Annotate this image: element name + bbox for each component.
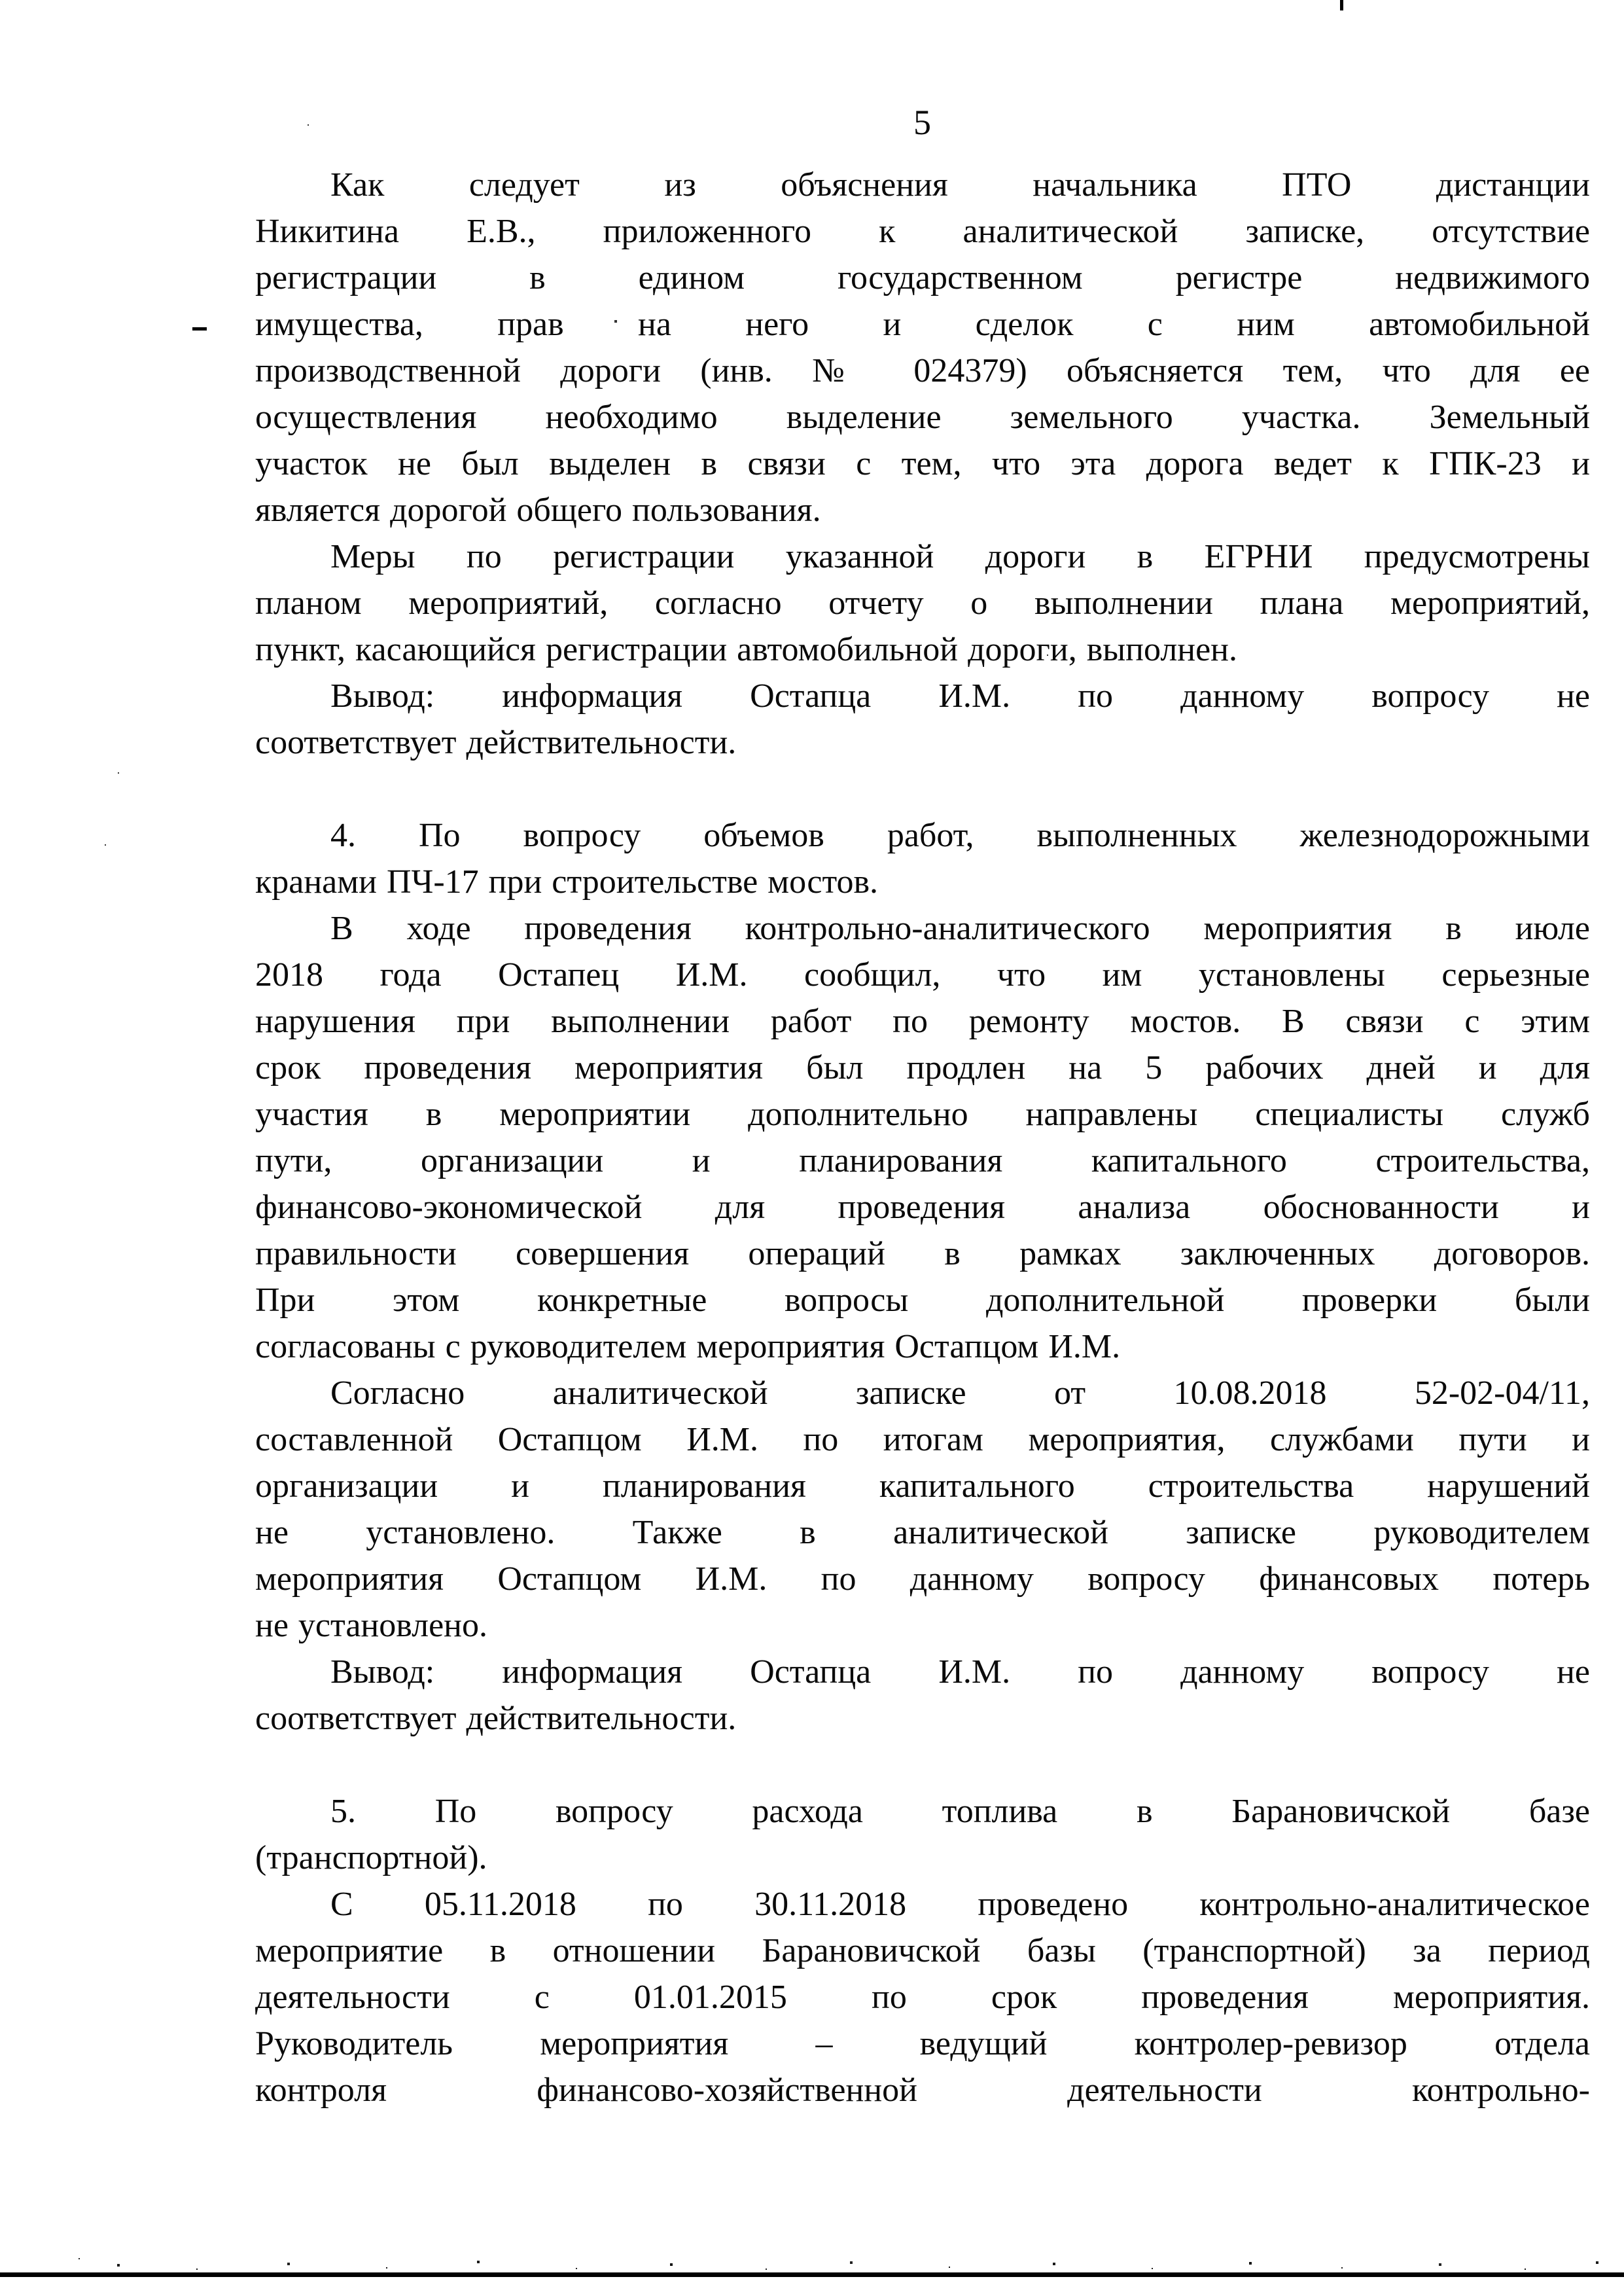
text-line: 5. По вопросу расхода топлива в Барановичской базе (330, 1793, 1590, 1830)
page-number: 5 (913, 103, 932, 142)
paragraph (255, 1370, 1590, 1649)
text-line: Меры по регистрации указанной дороги в ЕГРНИ предусмотрены (330, 538, 1590, 575)
text-line: соответствует действительности. (255, 1700, 737, 1737)
text-line: соответствует действительности. (255, 724, 737, 761)
text-line: мероприятия Остапцом И.М. по данному вопросу финансовых потерь (255, 1560, 1590, 1598)
text-line: В ходе проведения контрольно-аналитического мероприятия в июле (330, 910, 1590, 947)
text-line: является дорогой общего пользования. (255, 492, 821, 529)
text-line: не установлено. (255, 1607, 487, 1644)
text-line: регистрации в едином государственном регистре недвижимого (255, 259, 1590, 296)
text-line: мероприятие в отношении Барановичской базы (транспортной) за период (255, 1932, 1590, 1969)
paragraph (255, 673, 1590, 766)
text-line: 4. По вопросу объемов работ, выполненных железнодорожными (330, 817, 1590, 854)
text-line: производственной дороги (инв. № 024379) объясняется тем, что для ее (255, 352, 1590, 389)
text-line: (транспортной). (255, 1839, 487, 1876)
paragraph (255, 905, 1590, 1370)
scan-artifact-noise (79, 2258, 80, 2259)
text-line: организации и планирования капитального строительства нарушений (255, 1467, 1590, 1505)
paragraph (255, 1788, 1590, 1881)
text-line: осуществления необходимо выделение земельного участка. Земельный (255, 399, 1590, 436)
text-line: При этом конкретные вопросы дополнительной проверки были (255, 1282, 1590, 1319)
text-line: Вывод: информация Остапца И.М. по данному вопросу не (330, 677, 1590, 715)
scan-artifact-tick (1340, 0, 1343, 10)
text-line: Руководитель мероприятия – ведущий контролер-ревизор отдела (255, 2025, 1590, 2062)
paragraph (255, 1881, 1590, 2113)
text-line: согласованы с руководителем мероприятия Остапцом И.М. (255, 1328, 1121, 1365)
text-line: имущества, прав на него и сделок с ним автомобильной (255, 306, 1590, 343)
text-line: Никитина Е.В., приложенного к аналитической записке, отсутствие (255, 213, 1590, 250)
text-line: правильности совершения операций в рамках заключенных договоров. (255, 1235, 1590, 1272)
text-line: Вывод: информация Остапца И.М. по данному вопросу не (330, 1653, 1590, 1691)
text-line: Как следует из объяснения начальника ПТО дистанции (330, 166, 1590, 204)
text-line: составленной Остапцом И.М. по итогам мероприятия, службами пути и (255, 1421, 1590, 1458)
text-line: Согласно аналитической записке от 10.08.2018 52-02-04/11, (330, 1374, 1590, 1412)
text-line: С 05.11.2018 по 30.11.2018 проведено контрольно-аналитическое (330, 1886, 1590, 1923)
text-line: контроля финансово-хозяйственной деятельности контрольно- (255, 2072, 1590, 2109)
paragraph (255, 162, 1590, 533)
scan-artifact-dash (192, 327, 207, 331)
scan-artifact-bottom-line (0, 2272, 1624, 2277)
paragraph (255, 812, 1590, 905)
paragraph (255, 1649, 1590, 1742)
text-line: кранами ПЧ-17 при строительстве мостов. (255, 863, 879, 901)
text-line: участок не был выделен в связи с тем, что эта дорога ведет к ГПК-23 и (255, 445, 1590, 482)
document-body (255, 162, 1590, 2113)
text-line: финансово-экономической для проведения анализа обоснованности и (255, 1189, 1590, 1226)
text-line: срок проведения мероприятия был продлен на 5 рабочих дней и для (255, 1049, 1590, 1086)
text-line: пути, организации и планирования капитального строительства, (255, 1142, 1590, 1179)
text-line: деятельности с 01.01.2015 по срок проведения мероприятия. (255, 1979, 1590, 2016)
text-line: планом мероприятий, согласно отчету о выполнении плана мероприятий, (255, 584, 1590, 622)
text-line: 2018 года Остапец И.М. сообщил, что им установлены серьезные (255, 956, 1590, 994)
text-line: участия в мероприятии дополнительно направлены специалисты служб (255, 1096, 1590, 1133)
text-line: нарушения при выполнении работ по ремонту мостов. В связи с этим (255, 1003, 1590, 1040)
text-line: не установлено. Также в аналитической записке руководителем (255, 1514, 1590, 1551)
text-line: пункт, касающийся регистрации автомобильной дороги, выполнен. (255, 631, 1238, 668)
paragraph (255, 533, 1590, 673)
